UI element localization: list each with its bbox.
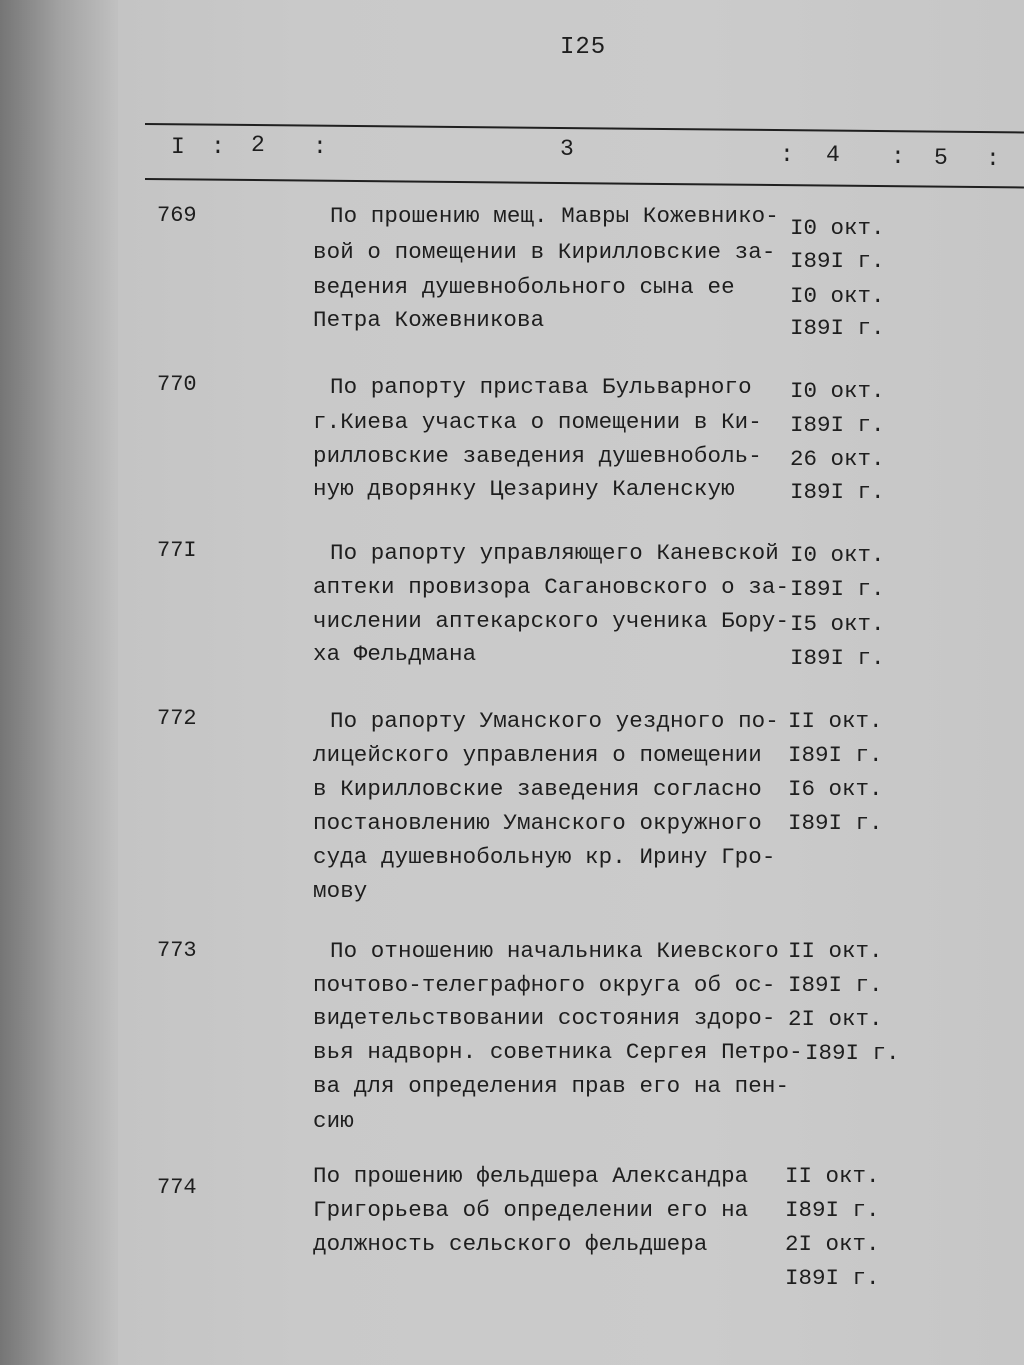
- entry-number: 774: [157, 1175, 197, 1200]
- entry-date: 26 окт.: [790, 446, 885, 472]
- entry-date: I89I г.: [790, 315, 885, 341]
- entry-date: 2I окт.: [785, 1231, 880, 1257]
- entry-date: II окт.: [788, 938, 883, 964]
- entry-text-line: По рапорту управляющего Каневской: [330, 540, 779, 566]
- entry-date: I89I г.: [790, 479, 885, 505]
- entry-text-line: сию: [313, 1108, 354, 1134]
- entry-text-line: вой о помещении в Кирилловские за-: [313, 239, 776, 265]
- entry-text-line: По прошению фельдшера Александра: [313, 1163, 749, 1189]
- page-number: I25: [560, 34, 607, 61]
- entry-text-line: ха Фельдмана: [313, 641, 477, 667]
- column-header-5: 5: [934, 145, 948, 171]
- entry-date: II окт.: [788, 708, 883, 734]
- entry-text-line: Петра Кожевникова: [313, 307, 545, 333]
- entry-text-line: ную дворянку Цезарину Каленскую: [313, 476, 735, 502]
- column-separator: :: [211, 134, 225, 160]
- entry-text-line: в Кирилловские заведения согласно: [313, 776, 762, 802]
- entry-text-line: почтово-телеграфного округа об ос-: [313, 972, 776, 998]
- entry-text-line: ведения душевнобольного сына ее: [313, 274, 735, 300]
- entry-date: I6 окт.: [788, 776, 883, 802]
- entry-number: 773: [157, 938, 197, 963]
- entry-number: 770: [157, 372, 197, 397]
- column-separator: :: [986, 146, 1000, 172]
- column-header-3: 3: [560, 136, 574, 162]
- entry-date: I89I г.: [788, 810, 883, 836]
- entry-text-line: Григорьева об определении его на: [313, 1197, 749, 1223]
- entry-text-line: По отношению начальника Киевского: [330, 938, 779, 964]
- entry-number: 769: [157, 203, 197, 228]
- entry-date: I89I г.: [788, 972, 883, 998]
- entry-text-line: должность сельского фельдшера: [313, 1231, 708, 1257]
- entry-text-line: По рапорту Уманского уездного по-: [330, 708, 779, 734]
- entry-date: I0 окт.: [790, 215, 885, 241]
- entry-number: 77I: [157, 538, 197, 563]
- entry-date: I89I г.: [788, 742, 883, 768]
- entry-date: I89I г.: [805, 1040, 900, 1066]
- entry-date: I0 окт.: [790, 283, 885, 309]
- entry-date: I0 окт.: [790, 378, 885, 404]
- column-separator: :: [313, 134, 327, 160]
- entry-text-line: рилловские заведения душевноболь-: [313, 443, 762, 469]
- entry-text-line: аптеки провизора Сагановского о за-: [313, 574, 790, 600]
- entry-date: I89I г.: [790, 645, 885, 671]
- entry-text-line: По прошению мещ. Мавры Кожевнико-: [330, 203, 779, 229]
- entry-date: I89I г.: [790, 576, 885, 602]
- entry-text-line: мову: [313, 878, 368, 904]
- entry-text-line: суда душевнобольную кр. Ирину Гро-: [313, 844, 776, 870]
- entry-number: 772: [157, 706, 197, 731]
- column-header-4: 4: [826, 142, 840, 168]
- column-separator: :: [891, 144, 905, 170]
- entry-text-line: ва для определения прав его на пен-: [313, 1073, 790, 1099]
- entry-date: I89I г.: [790, 248, 885, 274]
- entry-date: II окт.: [785, 1163, 880, 1189]
- entry-date: I0 окт.: [790, 542, 885, 568]
- header-rule-bottom: [145, 178, 1024, 188]
- entry-date: I89I г.: [785, 1265, 880, 1291]
- entry-text-line: По рапорту пристава Бульварного: [330, 374, 752, 400]
- header-rule-top: [145, 123, 1024, 133]
- binding-gutter: [0, 0, 118, 1365]
- entry-date: I89I г.: [790, 412, 885, 438]
- entry-date: I89I г.: [785, 1197, 880, 1223]
- entry-date: 2I окт.: [788, 1006, 883, 1032]
- entry-text-line: лицейского управления о помещении: [313, 742, 762, 768]
- column-separator: :: [780, 142, 794, 168]
- entry-text-line: видетельствовании состояния здоро-: [313, 1005, 776, 1031]
- entry-text-line: вья надворн. советника Сергея Петро-: [313, 1039, 803, 1065]
- entry-text-line: постановлению Уманского окружного: [313, 810, 762, 836]
- entry-date: I5 окт.: [790, 611, 885, 637]
- entry-text-line: числении аптекарского ученика Бору-: [313, 608, 790, 634]
- entry-text-line: г.Киева участка о помещении в Ки-: [313, 409, 762, 435]
- column-header-2: 2: [251, 132, 265, 158]
- column-header-1: I: [171, 134, 185, 160]
